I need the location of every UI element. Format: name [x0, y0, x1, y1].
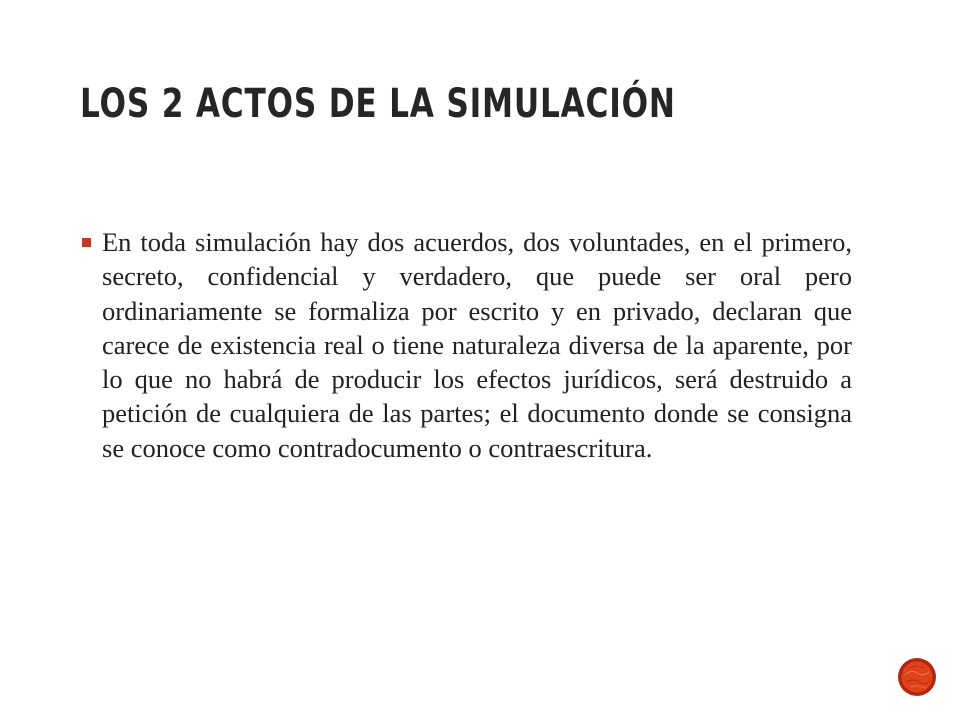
- bullet-text: En toda simulación hay dos acuerdos, dos voluntades, en el primero, secreto, confidencial y verdadero, que puede ser oral pero ordinariamente se formaliza por escrito y en privado, declaran que carece de existencia real o tiene naturaleza diversa de la aparente, por lo que no habrá de producir los efectos jurídicos, será destruido a petición de cualquiera de las partes; el documento donde se consigna se conoce como contradocumento o contraescritura.: [102, 227, 852, 463]
- circle-emblem-icon: [897, 657, 937, 697]
- slide-title: LOS 2 ACTOS DE LA SIMULACIÓN: [80, 81, 676, 127]
- square-bullet-icon: [82, 238, 91, 247]
- content-area: [80, 225, 852, 465]
- bullet-item: [80, 225, 852, 465]
